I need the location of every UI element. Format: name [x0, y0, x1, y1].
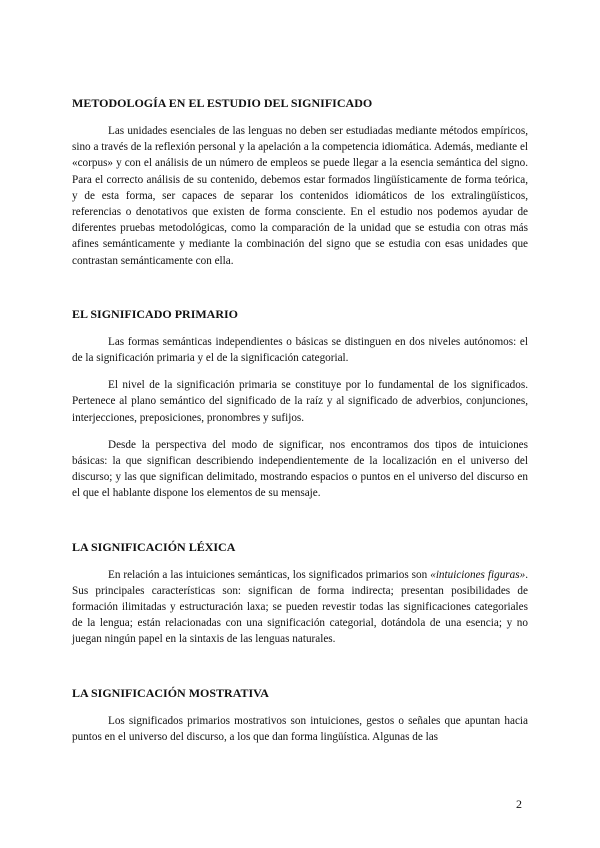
section-heading: LA SIGNIFICACIÓN MOSTRATIVA [72, 685, 269, 700]
section-heading: LA SIGNIFICACIÓN LÉXICA [72, 539, 236, 554]
paragraph: Los significados primarios mostrativos son intuiciones, gestos o señales que apuntan hacia puntos en el universo del discurso, a los que dan forma lingüística. Algunas de las [72, 714, 528, 743]
page-number: 2 [516, 797, 522, 811]
section-significacion-lexica [72, 540, 528, 648]
paragraph: El nivel de la significación primaria se constituye por lo fundamental de los significados. Pertenece al plano semántico del significado de la raíz y al significado de adverbios, conjunciones, interjecciones, preposiciones, pronombres y sufijos. [72, 379, 528, 424]
paragraph: Las formas semánticas independientes o básicas se distinguen en dos niveles autónomos: el de la significación primaria y el de la significación categorial. [72, 335, 528, 365]
paragraph [72, 567, 528, 648]
paragraph-lead: En relación a las intuiciones semánticas, los significados primarios son [108, 568, 431, 581]
paragraph: Las unidades esenciales de las lenguas no deben ser estudiadas mediante métodos empíricos, sino a través de la reflexión personal y la apelación a la competencia idiomática. Además, mediante el «corpus» y con el análisis de un número de empleos se puede llegar a la esencia semántica del signo. Para el correcto análisis de su contenido, debemos estar formados lingüísticamente de forma teórica, y de esta forma, ser capaces de separar los contenidos idiomáticos de los extralingüísticos, referencias o denotativos que existen de forma consciente. En el estudio nos podemos ayudar de diferentes pruebas metodológicas, como la comparación de la unidad que se estudia con otras más afines semánticamente y mediante la combinación del signo que se estudia con esas unidades que contrastan semánticamente con ella. [72, 125, 529, 267]
section-heading: EL SIGNIFICADO PRIMARIO [72, 306, 239, 321]
section-metodologia [72, 96, 528, 269]
paragraph-rest: . Sus principales características son: significan de forma indirecta; presentan posibilidades de formación ilimitadas y estructuración laxa; se pueden revestir todas las significaciones categoriales de la lengua; están relacionadas con una significación categorial, dotándola de una esencia; y no juegan ningún papel en la sintaxis de las lenguas naturales. [72, 568, 528, 646]
emphasis-term: «intuiciones figuras» [430, 568, 526, 581]
section-significado-primario [72, 307, 528, 502]
section-significacion-mostrativa [72, 686, 528, 745]
section-heading: METODOLOGÍA EN EL ESTUDIO DEL SIGNIFICADO [72, 96, 373, 110]
paragraph: Desde la perspectiva del modo de significar, nos encontramos dos tipos de intuiciones básicas: la que significan describiendo independientemente de la localización en el universo del discurso; y las que significan delimitado, mostrando espacios o puntos en el universo del discurso en el que el hablante dispone los elementos de su mensaje. [72, 438, 528, 500]
